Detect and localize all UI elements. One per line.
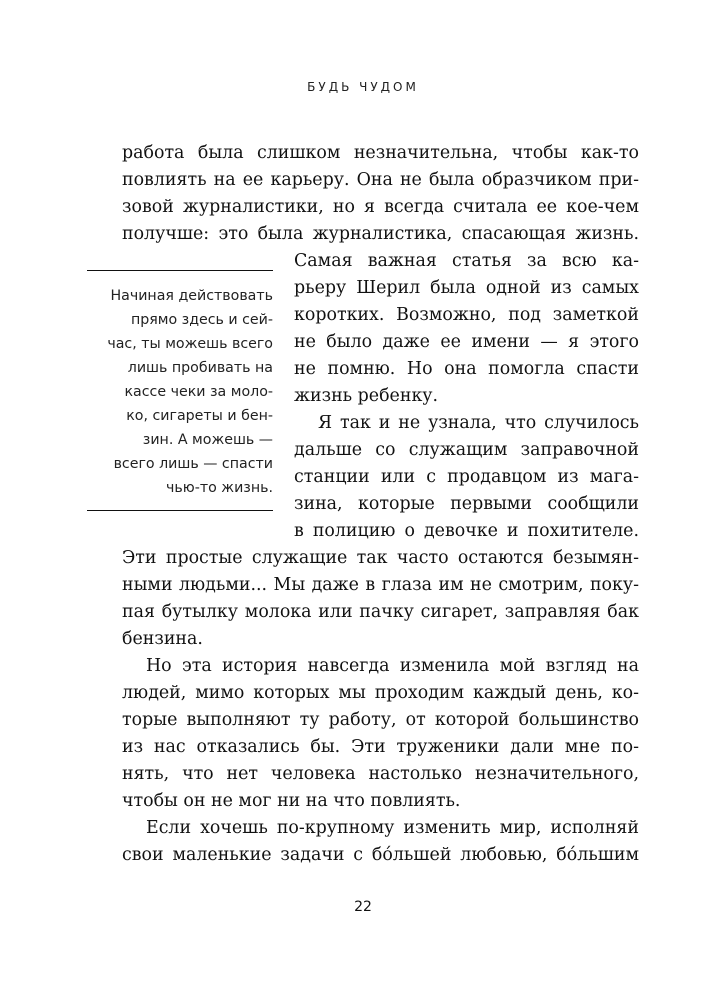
page-number: 22 (354, 899, 372, 915)
body-line: чтобы он не мог ни на что повлиять. (122, 791, 461, 811)
pull-quote-line: Начиная действовать (110, 288, 273, 304)
body-line: не было даже ее имени — я этого (294, 332, 639, 352)
pull-quote-line: всего лишь — спасти (113, 456, 273, 472)
body-line: дальше со служащим заправочной (294, 440, 639, 460)
body-line: Если хочешь по-крупному изменить мир, исполняй (146, 818, 639, 838)
pull-quote-line: зин. А можешь — (142, 432, 273, 448)
body-line: коротких. Возможно, под заметкой (294, 305, 639, 325)
body-line: Самая важная статья за всю ка- (294, 251, 639, 271)
body-line: Эти простые служащие так часто остаются безымян- (122, 548, 639, 568)
body-line: получше: это была журналистика, спасающая жизнь. (122, 224, 639, 244)
body-line: работа была слишком незначительна, чтобы как-то (122, 143, 639, 163)
body-line: людей, мимо которых мы проходим каждый день, ко- (122, 683, 639, 703)
body-line: зовой журналистики, но я всегда считала ее кое-чем (122, 197, 639, 217)
body-line: бензина. (122, 629, 203, 649)
body-line: станции или с продавцом из мага- (294, 467, 639, 487)
body-line: зина, которые первыми сообщили (294, 494, 639, 514)
body-line: Но эта история навсегда изменила мой взгляд на (146, 656, 639, 676)
running-head-title: БУДЬ ЧУДОМ (307, 80, 419, 94)
body-line: торые выполняют ту работу, от которой большинство (122, 710, 639, 730)
pull-quote-line: чью-то жизнь. (166, 480, 273, 496)
pull-quote-line: прямо здесь и сей- (130, 312, 273, 328)
body-line: пая бутылку молока или пачку сигарет, заправляя бак (122, 602, 639, 622)
body-line: повлиять на ее карьеру. Она не была образчиком при- (122, 170, 639, 190)
body-line: в полицию о девочке и похитителе. (294, 521, 639, 541)
pull-quote-bottom-rule (87, 510, 273, 511)
body-line: рьеру Шерил была одной из самых (294, 278, 639, 298)
pull-quote-line: час, ты можешь всего (107, 336, 273, 352)
pull-quote-line: лишь пробивать на (127, 360, 273, 376)
body-line: ными людьми... Мы даже в глаза им не смотрим, поку- (122, 575, 639, 595)
body-line: свои маленькие задачи с бóльшей любовью, бóльшим (122, 845, 639, 865)
body-line: из нас отказались бы. Эти труженики дали мне по- (122, 737, 639, 757)
body-line: Я так и не узнала, что случилось (318, 413, 639, 433)
body-line: жизнь ребенку. (294, 386, 439, 406)
pull-quote-top-rule (87, 270, 273, 271)
body-line: не помню. Но она помогла спасти (294, 359, 639, 379)
pull-quote-line: ко, сигареты и бен- (126, 408, 273, 424)
body-line: нять, что нет человека настолько незначительного, (122, 764, 639, 784)
pull-quote-line: кассе чеки за моло- (124, 384, 273, 400)
